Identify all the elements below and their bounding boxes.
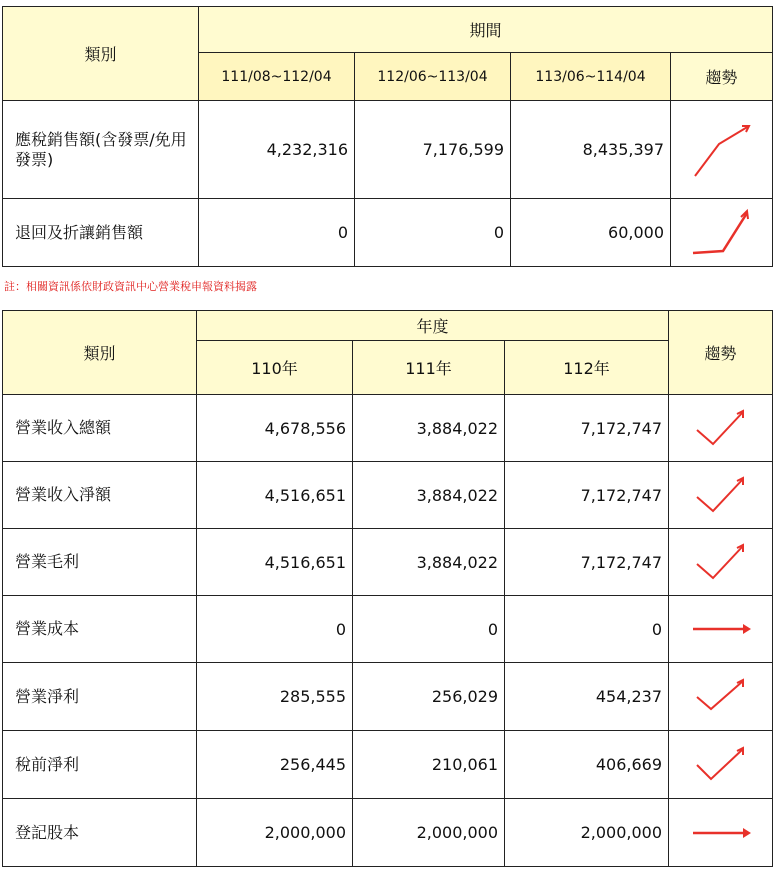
trend-header: 趨勢 bbox=[669, 311, 773, 395]
period-header: 期間 bbox=[199, 7, 773, 53]
row-value: 406,669 bbox=[505, 731, 669, 799]
row-value: 4,232,316 bbox=[199, 101, 355, 199]
row-value: 2,000,000 bbox=[505, 799, 669, 867]
category-header: 類別 bbox=[3, 311, 197, 395]
row-value: 0 bbox=[355, 199, 511, 267]
check-up-icon bbox=[669, 731, 773, 799]
row-value: 7,172,747 bbox=[505, 462, 669, 529]
row-value: 3,884,022 bbox=[353, 529, 505, 596]
year-col-3: 112年 bbox=[505, 341, 669, 395]
table-row bbox=[3, 101, 773, 199]
table-row bbox=[3, 731, 773, 799]
row-label: 營業淨利 bbox=[3, 663, 197, 731]
row-label: 營業收入總額 bbox=[3, 395, 197, 462]
row-value: 8,435,397 bbox=[511, 101, 671, 199]
row-label: 營業毛利 bbox=[3, 529, 197, 596]
rising-line-icon bbox=[671, 101, 773, 199]
category-header: 類別 bbox=[3, 7, 199, 101]
row-value: 4,516,651 bbox=[197, 462, 353, 529]
table-row bbox=[3, 395, 773, 462]
table-row bbox=[3, 529, 773, 596]
row-value: 454,237 bbox=[505, 663, 669, 731]
row-value: 210,061 bbox=[353, 731, 505, 799]
period-col-2: 112/06~113/04 bbox=[355, 53, 511, 101]
check-up-icon bbox=[669, 462, 773, 529]
flat-arrow-icon bbox=[669, 799, 773, 867]
trend-header: 趨勢 bbox=[671, 53, 773, 101]
row-label: 應稅銷售額(含發票/免用發票) bbox=[3, 101, 199, 199]
flat-arrow-icon bbox=[669, 596, 773, 663]
row-value: 285,555 bbox=[197, 663, 353, 731]
row-value: 4,678,556 bbox=[197, 395, 353, 462]
row-value: 2,000,000 bbox=[353, 799, 505, 867]
check-up-icon bbox=[669, 529, 773, 596]
table-row bbox=[3, 462, 773, 529]
row-value: 256,029 bbox=[353, 663, 505, 731]
row-value: 7,172,747 bbox=[505, 395, 669, 462]
row-value: 60,000 bbox=[511, 199, 671, 267]
row-value: 3,884,022 bbox=[353, 462, 505, 529]
row-value: 3,884,022 bbox=[353, 395, 505, 462]
table-row bbox=[3, 799, 773, 867]
row-label: 退回及折讓銷售額 bbox=[3, 199, 199, 267]
row-label: 營業收入淨額 bbox=[3, 462, 197, 529]
row-value: 7,176,599 bbox=[355, 101, 511, 199]
row-label: 登記股本 bbox=[3, 799, 197, 867]
flat-then-rising-icon bbox=[671, 199, 773, 267]
row-value: 2,000,000 bbox=[197, 799, 353, 867]
row-value: 0 bbox=[353, 596, 505, 663]
annual-financials-table bbox=[2, 310, 773, 867]
table-row bbox=[3, 199, 773, 267]
row-value: 0 bbox=[199, 199, 355, 267]
year-header: 年度 bbox=[197, 311, 669, 341]
row-label: 營業成本 bbox=[3, 596, 197, 663]
row-value: 7,172,747 bbox=[505, 529, 669, 596]
row-label: 稅前淨利 bbox=[3, 731, 197, 799]
period-col-1: 111/08~112/04 bbox=[199, 53, 355, 101]
row-value: 0 bbox=[505, 596, 669, 663]
row-value: 256,445 bbox=[197, 731, 353, 799]
year-col-1: 110年 bbox=[197, 341, 353, 395]
row-value: 4,516,651 bbox=[197, 529, 353, 596]
row-value: 0 bbox=[197, 596, 353, 663]
data-source-note: 註：相關資訊係依財政資訊中心營業稅申報資料揭露 bbox=[4, 280, 257, 293]
check-up-icon bbox=[669, 663, 773, 731]
sales-period-table bbox=[2, 6, 773, 267]
check-up-icon bbox=[669, 395, 773, 462]
table-row bbox=[3, 596, 773, 663]
period-col-3: 113/06~114/04 bbox=[511, 53, 671, 101]
table-row bbox=[3, 663, 773, 731]
year-col-2: 111年 bbox=[353, 341, 505, 395]
